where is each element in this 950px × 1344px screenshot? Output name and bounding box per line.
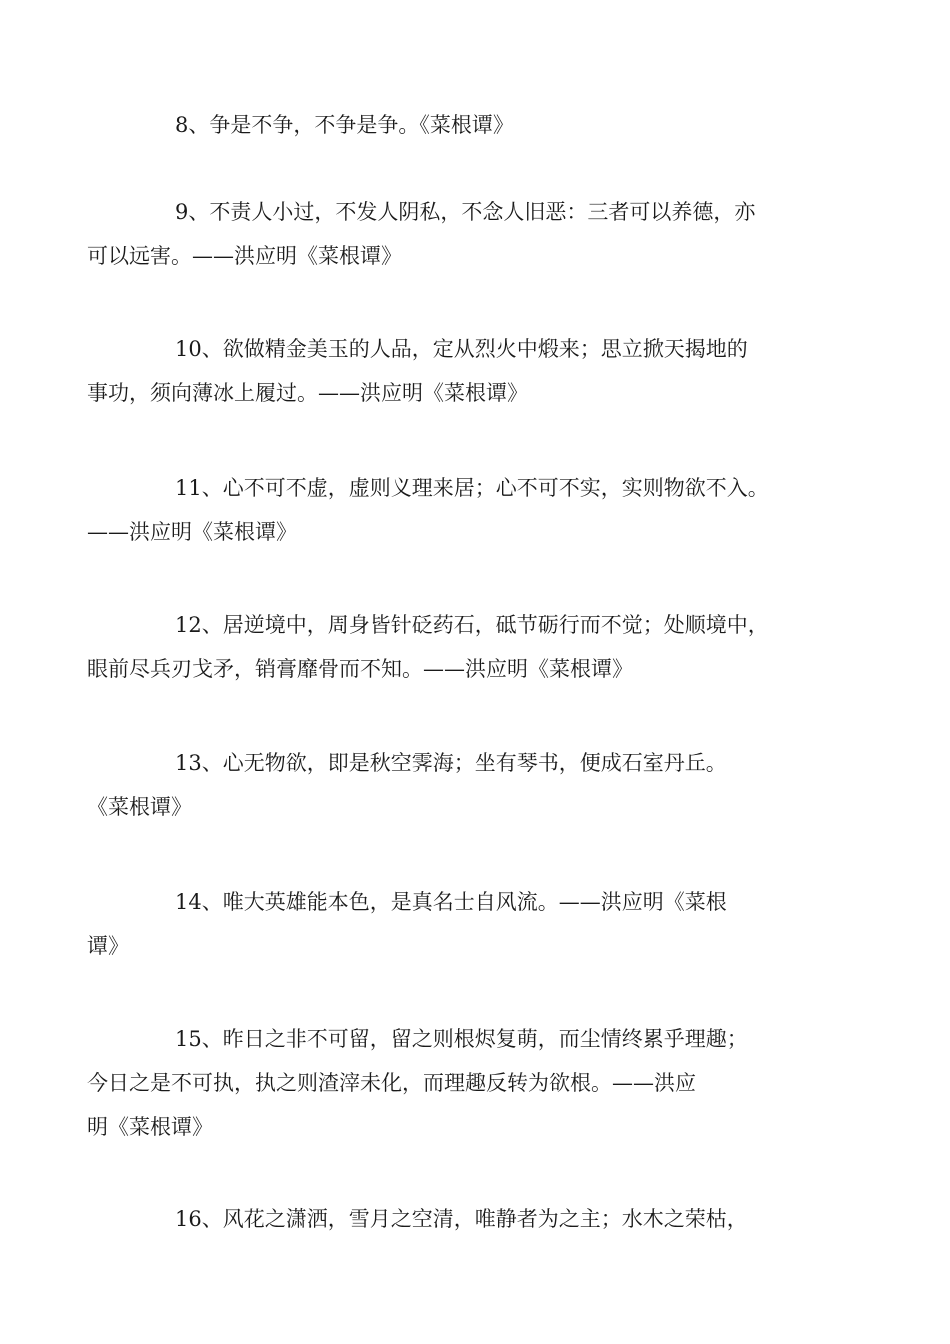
quote-paragraph-15 bbox=[87, 1017, 821, 1149]
quote-line: 14、唯大英雄能本色，是真名士自风流。——洪应明《菜根 bbox=[175, 890, 727, 914]
quote-paragraph-12 bbox=[87, 603, 821, 691]
quote-line: 11、心不可不虚，虚则义理来居；心不可不实，实则物欲不入。 bbox=[175, 476, 769, 500]
quote-paragraph-8 bbox=[131, 103, 821, 147]
quote-paragraph-16 bbox=[131, 1197, 821, 1241]
quote-line: 谭》 bbox=[87, 934, 129, 958]
quote-line: ——洪应明《菜根谭》 bbox=[87, 520, 297, 544]
quote-line: 13、心无物欲，即是秋空霁海；坐有琴书，便成石室丹丘。 bbox=[175, 751, 727, 775]
quote-line: 9、不责人小过，不发人阴私，不念人旧恶：三者可以养德，亦 bbox=[175, 200, 756, 224]
quote-line: 《菜根谭》 bbox=[87, 795, 192, 819]
quote-line: 今日之是不可执，执之则渣滓未化，而理趣反转为欲根。——洪应 bbox=[87, 1071, 696, 1095]
quote-line: 眼前尽兵刃戈矛，销膏靡骨而不知。——洪应明《菜根谭》 bbox=[87, 657, 633, 681]
quote-line: 8、争是不争，不争是争。《菜根谭》 bbox=[175, 113, 514, 137]
quote-paragraph-10 bbox=[87, 327, 821, 415]
quote-line: 10、欲做精金美玉的人品，定从烈火中煅来；思立掀天揭地的 bbox=[175, 337, 748, 361]
quote-line: 15、昨日之非不可留，留之则根烬复萌，而尘情终累乎理趣； bbox=[175, 1027, 748, 1051]
quote-line: 12、居逆境中，周身皆针砭药石，砥节砺行而不觉；处顺境中， bbox=[175, 613, 769, 637]
quote-paragraph-14 bbox=[87, 880, 821, 968]
quote-paragraph-11 bbox=[87, 466, 821, 554]
quote-paragraph-13 bbox=[87, 741, 821, 829]
quote-line: 事功，须向薄冰上履过。——洪应明《菜根谭》 bbox=[87, 381, 528, 405]
quote-line: 16、风花之潇洒，雪月之空清，唯静者为之主；水木之荣枯， bbox=[175, 1207, 748, 1231]
quote-paragraph-9 bbox=[87, 190, 821, 278]
quote-line: 明《菜根谭》 bbox=[87, 1115, 213, 1139]
quote-line: 可以远害。——洪应明《菜根谭》 bbox=[87, 244, 402, 268]
